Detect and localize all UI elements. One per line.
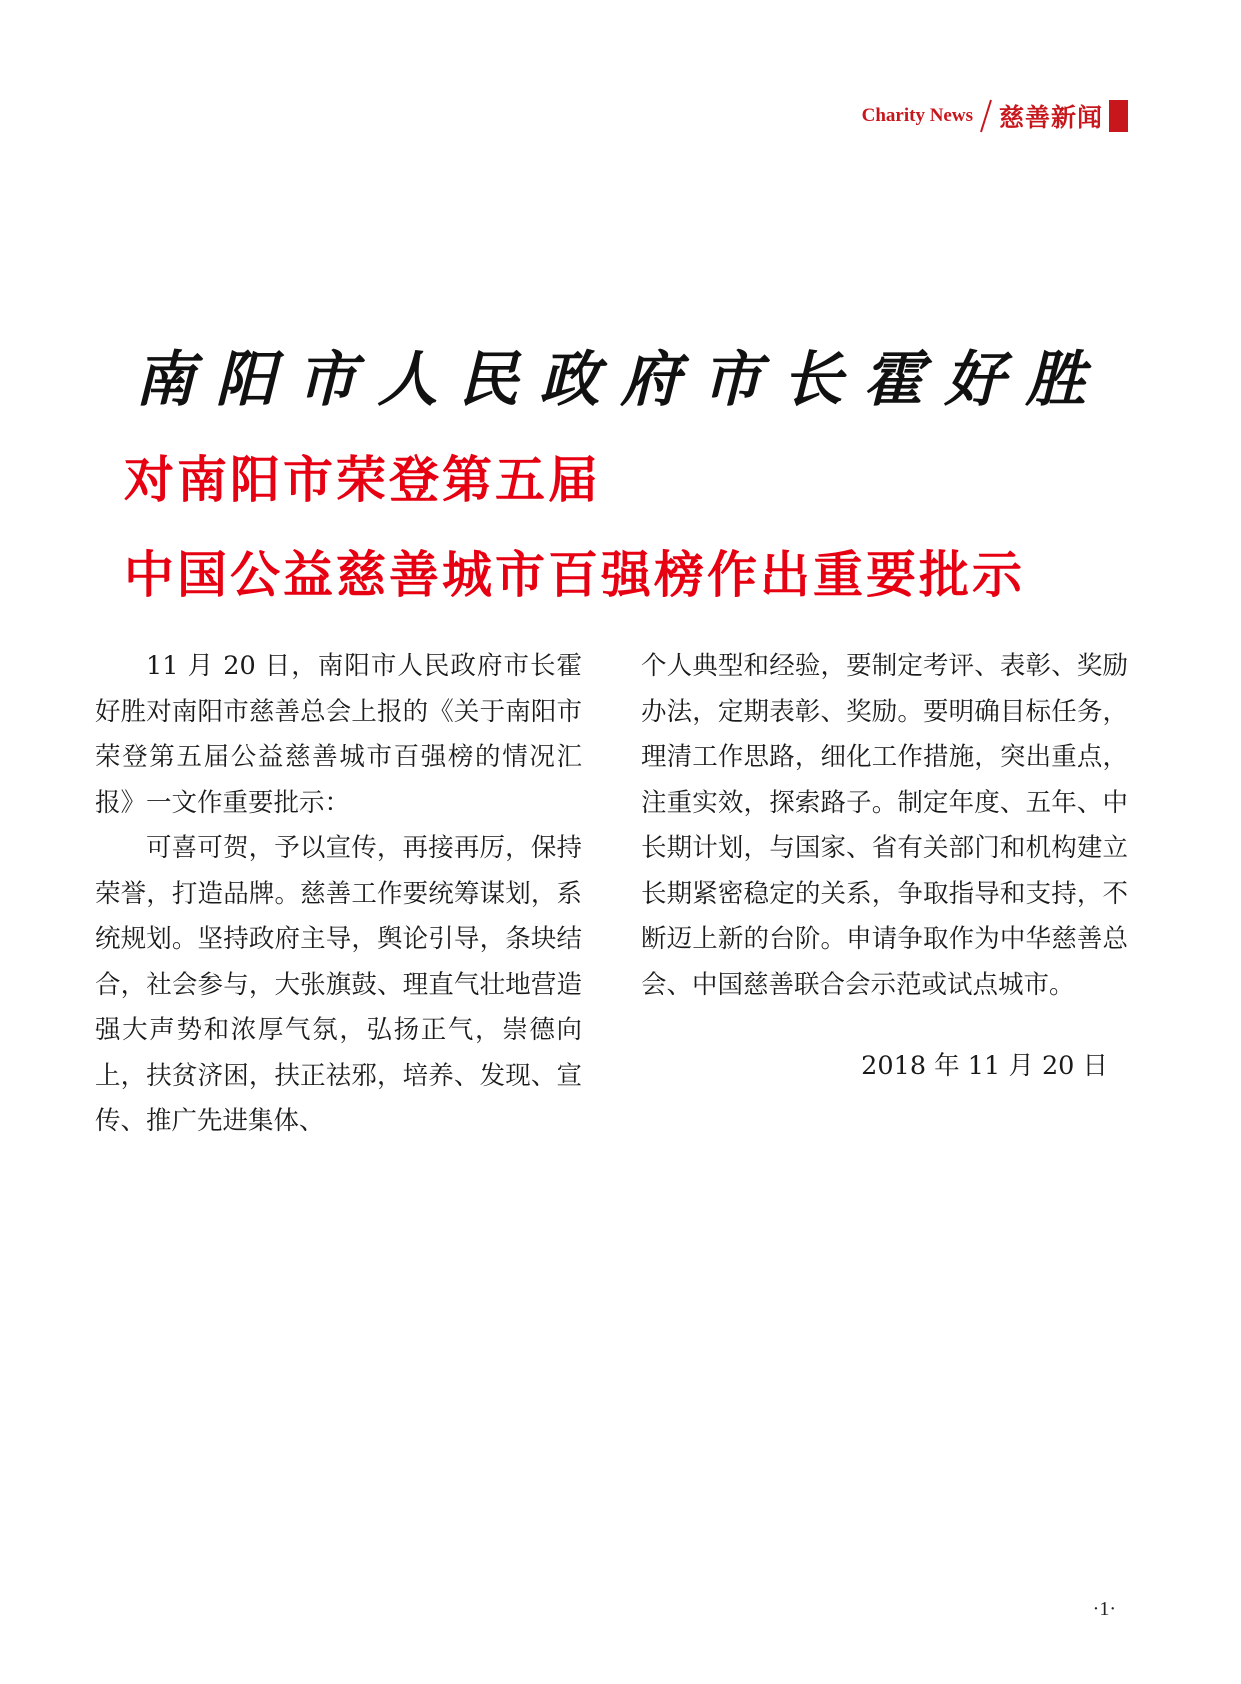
header-slash-divider — [979, 98, 993, 134]
header-red-block — [1109, 100, 1128, 132]
subtitle-line-1: 对南阳市荣登第五届 — [124, 451, 601, 509]
body-paragraph-continued: 个人典型和经验，要制定考评、表彰、奖励办法，定期表彰、奖励。要明确目标任务，理清工作思路，细化工作措施，突出重点，注重实效，探索路子。制定年度、五年、中长期计划，与国家、省有关部门和机构建立长期紧密稳定的关系，争取指导和支持，不断迈上新的台阶。申请争取作为中华慈善总会、中国慈善联合会示范或试点城市。 — [641, 651, 1128, 1000]
document-date: 2018 年 11 月 20 日 — [861, 1051, 1108, 1081]
subtitle-line-2: 中国公益慈善城市百强榜作出重要批示 — [124, 546, 1025, 604]
main-title: 南阳市人民政府市长霍好胜 — [134, 345, 1107, 415]
page-number: ·1· — [1092, 1598, 1116, 1620]
header-chinese-label: 慈善新闻 — [998, 103, 1103, 132]
body-left-column — [95, 644, 582, 1145]
header-english-label: Charity News — [861, 105, 973, 126]
section-header — [862, 98, 1128, 134]
body-paragraph-2: 可喜可贺，予以宣传，再接再厉，保持荣誉，打造品牌。慈善工作要统筹谋划，系统规划。坚持政府主导，舆论引导，条块结合，社会参与，大张旗鼓、理直气壮地营造强大声势和浓厚气氛，弘扬正气，崇德向上，扶贫济困，扶正祛邪，培养、发现、宣传、推广先进集体、 — [95, 833, 582, 1136]
body-paragraph-1: 11 月 20 日，南阳市人民政府市长霍好胜对南阳市慈善总会上报的《关于南阳市荣登第五届公益慈善城市百强榜的情况汇报》一文作重要批示： — [95, 651, 582, 818]
body-right-column — [641, 644, 1128, 1090]
